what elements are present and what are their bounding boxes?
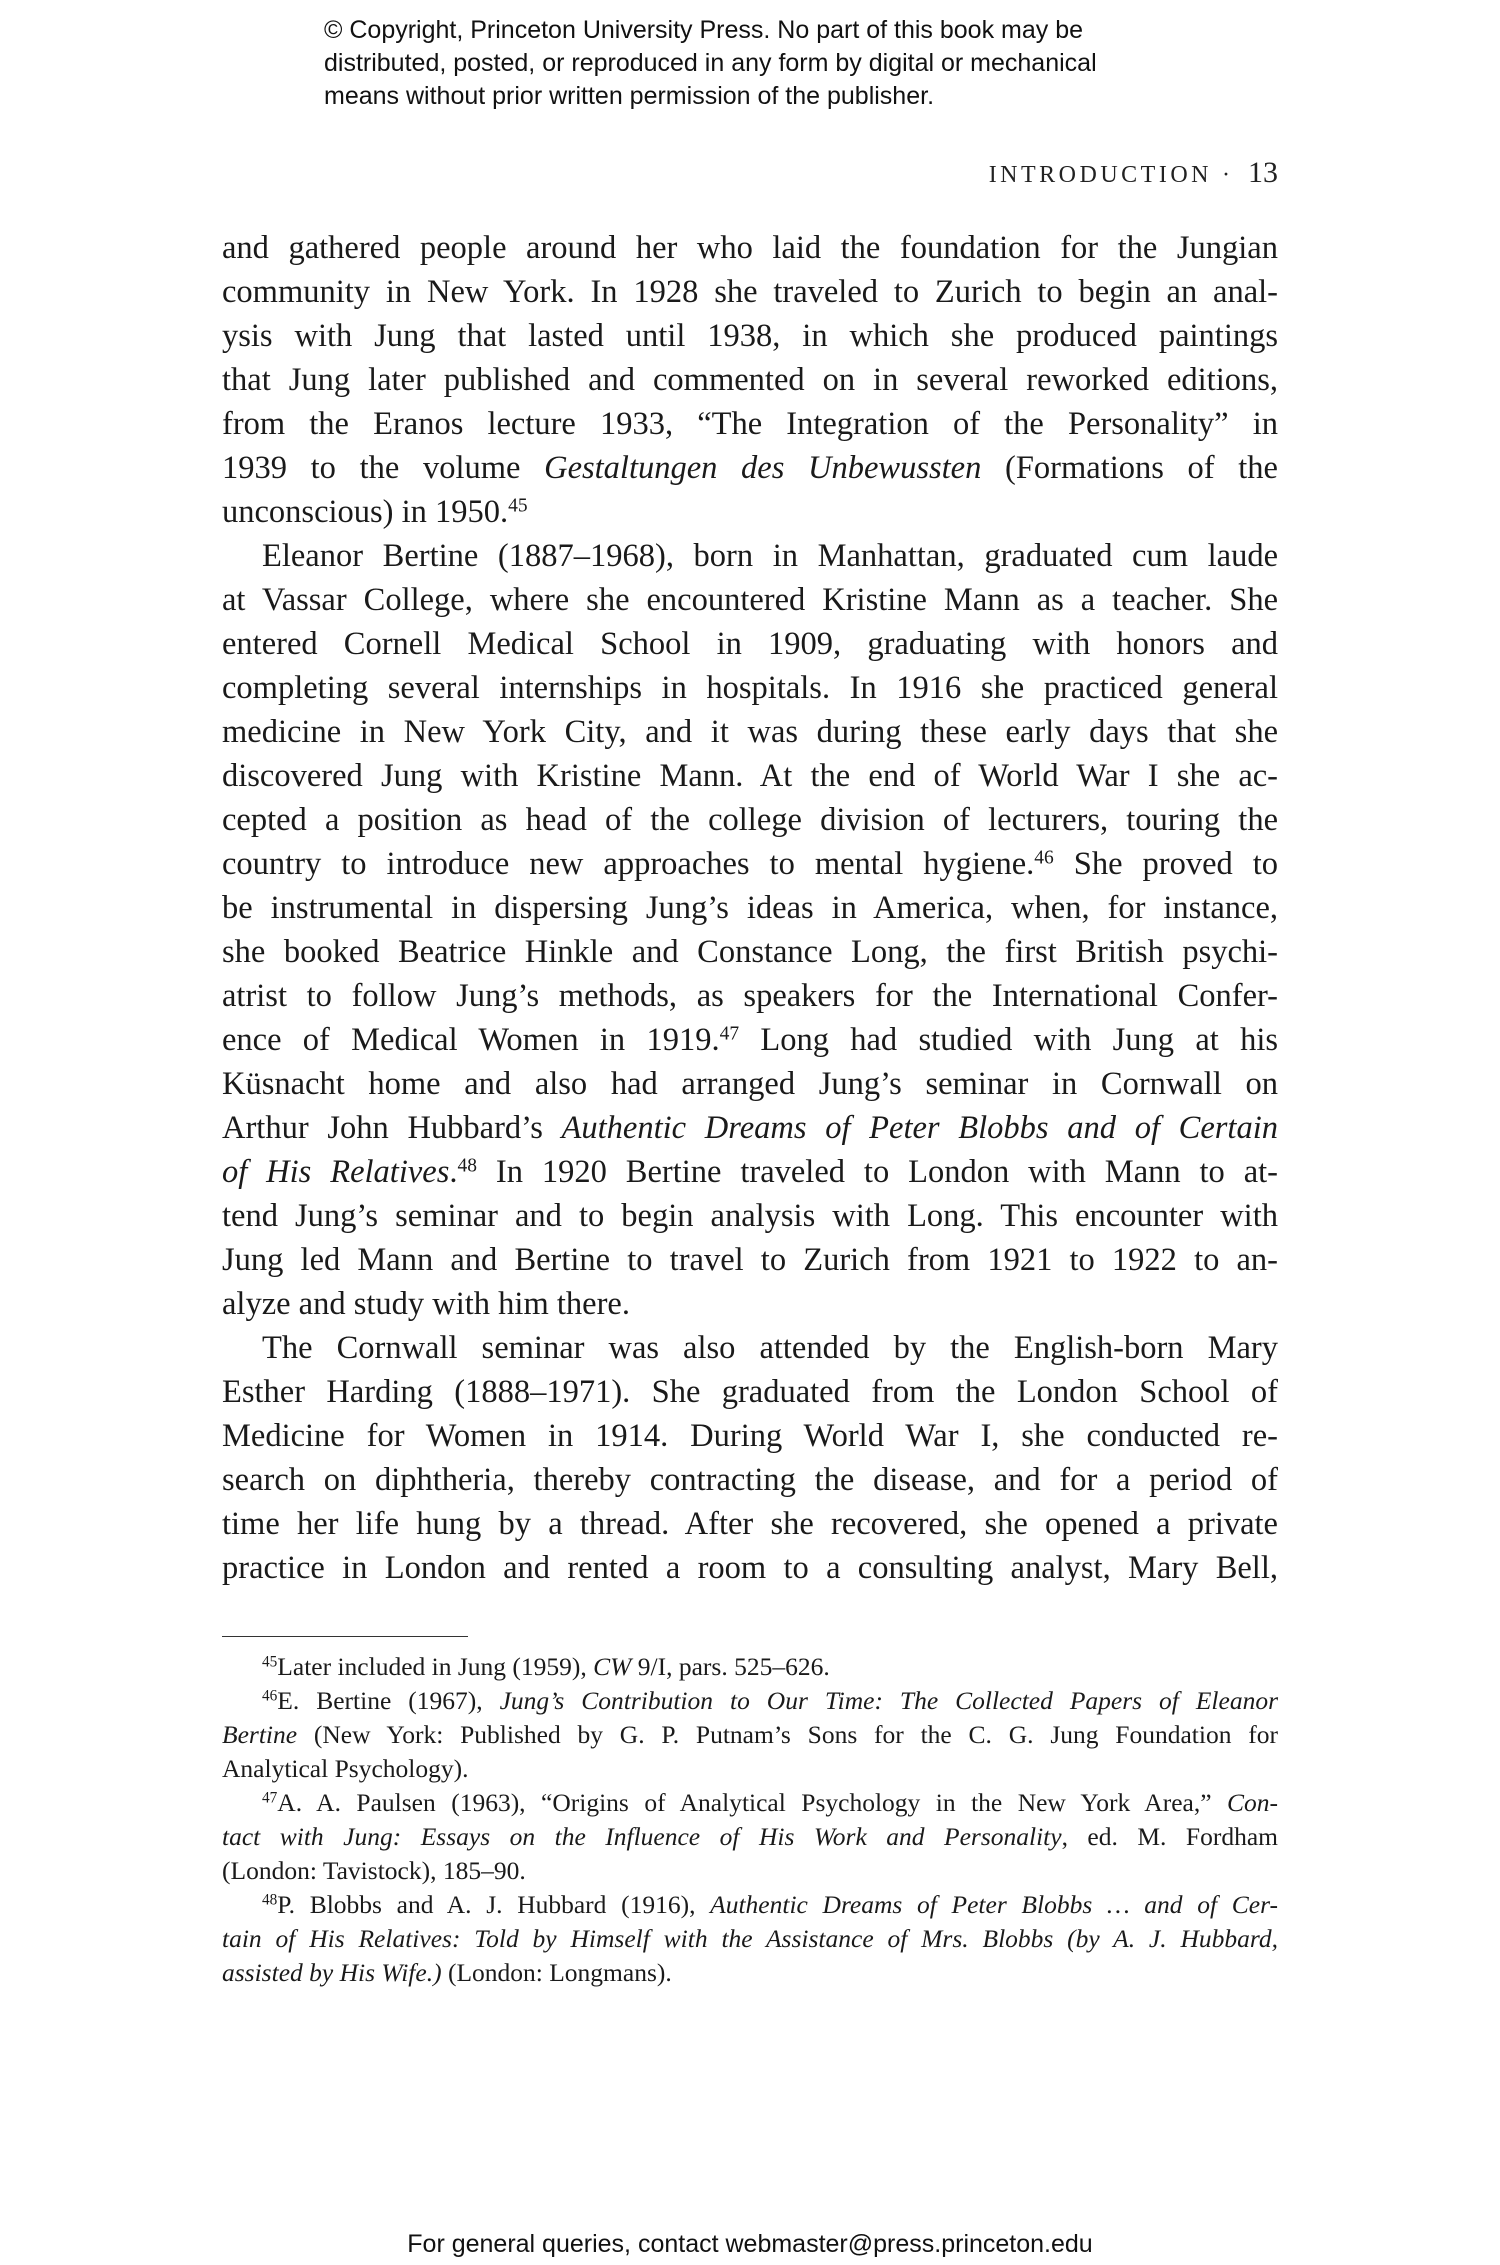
text-run: ysis with Jung that lasted until 1938, in which she produced paintings [222,318,1278,354]
text-run: Long had studied with Jung at his [739,1022,1278,1058]
text-run: alyze and study with him there. [222,1286,630,1322]
text-run: Jung led Mann and Bertine to travel to Zurich from 1921 to 1922 to an- [222,1242,1278,1278]
copyright-line-2: distributed, posted, or reproduced in any form by digital or mechanical [324,49,1097,77]
body-line [222,1018,1278,1062]
footnotes-line [222,1650,1278,1684]
italic-text: Gestaltungen des Unbewussten [544,450,982,486]
body-line [222,402,1278,446]
copyright-line-1: © Copyright, Princeton University Press. No part of this book may be [324,16,1084,44]
footnotes-line [222,1684,1278,1718]
text-run: (London: Tavistock), 185–90. [222,1856,526,1885]
text-run: Küsnacht home and also had arranged Jung’s seminar in Cornwall on [222,1066,1278,1102]
note-reference: 45 [508,495,528,517]
footnotes-line [222,1854,1278,1888]
running-head [900,156,1278,190]
text-run: cepted a position as head of the college division of lecturers, touring the [222,802,1278,838]
body-line [222,1282,1278,1326]
body-line [222,1150,1278,1194]
note-reference: 46 [1034,847,1054,869]
body-line [222,1238,1278,1282]
text-run: Analytical Psychology). [222,1754,469,1783]
text-run: Eleanor Bertine (1887–1968), born in Manhattan, graduated cum laude [262,538,1278,574]
text-run: 1939 to the volume [222,450,545,486]
text-run: Esther Harding (1888–1971). She graduated from the London School of [222,1374,1278,1410]
italic-text: of His Relatives [222,1154,450,1190]
body-line [222,1062,1278,1106]
body-line [222,1326,1278,1370]
section-title: INTRODUCTION [988,162,1212,188]
note-reference: 47 [719,1023,740,1045]
text-run: search on diphtheria, thereby contracting the disease, and for a period of [222,1462,1278,1498]
text-run: ence of Medical Women in 1919. [222,1022,720,1058]
italic-text: Jung’s Contribution to Our Time: The Collected Papers of Eleanor [499,1686,1278,1715]
body-line [222,578,1278,622]
body-line [222,1502,1278,1546]
footnotes-line [222,1888,1278,1922]
footer-contact: For general queries, contact webmaster@press.princeton.edu [407,2230,1093,2258]
body-line [222,1106,1278,1150]
text-run: and gathered people around her who laid the foundation for the Jungian [222,230,1278,266]
footnotes-line [222,1922,1278,1956]
text-run: (Formations of the [981,450,1278,486]
body-line [222,1414,1278,1458]
footnotes-line [222,1718,1278,1752]
page-number: 13 [1248,156,1278,189]
body-line [222,842,1278,886]
text-run: atrist to follow Jung’s methods, as speakers for the International Confer- [222,978,1278,1014]
body-line [222,446,1278,490]
body-line [222,1194,1278,1238]
italic-text: tact with Jung: Essays on the Influence of His Work and Personality [222,1822,1062,1851]
copyright-notice [324,14,1284,113]
italic-text: tain of His Relatives: Told by Himself with the Assistance of Mrs. Blobbs (by A. J. Hubbard, [222,1924,1278,1953]
text-run: She proved to [1053,846,1279,882]
text-run: Arthur John Hubbard’s [222,1110,562,1146]
text-run: practice in London and rented a room to a consulting analyst, Mary Bell, [222,1550,1278,1586]
text-run: 9/I, pars. 525–626. [631,1652,830,1681]
footnotes-line [222,1820,1278,1854]
text-run: entered Cornell Medical School in 1909, graduating with honors and [222,626,1278,662]
italic-text: Authentic Dreams of Peter Blobbs … and of Cer- [710,1890,1278,1919]
body-line [222,666,1278,710]
note-reference: 48 [457,1155,477,1177]
body-line [222,710,1278,754]
body-line [222,358,1278,402]
text-run: . [449,1154,458,1190]
text-run: The Cornwall seminar was also attended by the English-born Mary [262,1330,1278,1366]
text-run: (New York: Published by G. P. Putnam’s Sons for the C. G. Jung Foundation for [297,1720,1278,1749]
italic-text: CW [593,1652,632,1681]
body-line [222,1546,1278,1590]
body-line [222,974,1278,1018]
text-run: , ed. M. Fordham [1061,1822,1278,1851]
body-line [222,930,1278,974]
body-line [222,490,1278,534]
body-line [222,314,1278,358]
footnote-divider [222,1636,468,1637]
text-run: (London: Longmans). [441,1958,672,1987]
copyright-line-3: means without prior written permission of the publisher. [324,82,935,110]
text-run: discovered Jung with Kristine Mann. At the end of World War I she ac- [222,758,1278,794]
footnotes [222,1650,1278,1990]
body-line [222,886,1278,930]
text-run: country to introduce new approaches to mental hygiene. [222,846,1035,882]
text-run: unconscious) in 1950. [222,494,509,530]
text-run: community in New York. In 1928 she traveled to Zurich to begin an anal- [222,274,1278,310]
text-run: medicine in New York City, and it was during these early days that she [222,714,1278,750]
text-run: In 1920 Bertine traveled to London with Mann to at- [476,1154,1278,1190]
text-run: A. A. Paulsen (1963), “Origins of Analytical Psychology in the New York Area,” [277,1788,1227,1817]
text-run: she booked Beatrice Hinkle and Constance Long, the first British psychi- [222,934,1278,970]
body-line [222,754,1278,798]
body-text [222,226,1278,1590]
text-run: time her life hung by a thread. After she recovered, she opened a private [222,1506,1278,1542]
text-run: be instrumental in dispersing Jung’s ideas in America, when, for instance, [222,890,1278,926]
note-reference: 46 [262,1687,278,1705]
body-line [222,1370,1278,1414]
italic-text: Con- [1227,1788,1278,1817]
text-run: tend Jung’s seminar and to begin analysis with Long. This encounter with [222,1198,1278,1234]
body-line [222,622,1278,666]
text-run: from the Eranos lecture 1933, “The Integration of the Personality” in [222,406,1278,442]
italic-text: assisted by His Wife.) [222,1958,442,1987]
note-reference: 45 [262,1653,278,1671]
text-run: that Jung later published and commented on in several reworked editions, [222,362,1278,398]
footnotes-line [222,1752,1278,1786]
text-run: P. Blobbs and A. J. Hubbard (1916), [277,1890,711,1919]
text-run: at Vassar College, where she encountered Kristine Mann as a teacher. She [222,582,1278,618]
body-line [222,270,1278,314]
note-reference: 48 [262,1891,278,1909]
footnotes-line [222,1956,1278,1990]
body-line [222,798,1278,842]
separator-dot: · [1222,162,1230,188]
text-run: completing several internships in hospitals. In 1916 she practiced general [222,670,1278,706]
italic-text: Authentic Dreams of Peter Blobbs and of Certain [561,1110,1278,1146]
body-line [222,534,1278,578]
text-run: Medicine for Women in 1914. During World War I, she conducted re- [222,1418,1278,1454]
note-reference: 47 [262,1789,278,1807]
body-line [222,226,1278,270]
footnotes-line [222,1786,1278,1820]
body-line [222,1458,1278,1502]
text-run: Later included in Jung (1959), [277,1652,594,1681]
text-run: E. Bertine (1967), [277,1686,500,1715]
italic-text: Bertine [222,1720,298,1749]
